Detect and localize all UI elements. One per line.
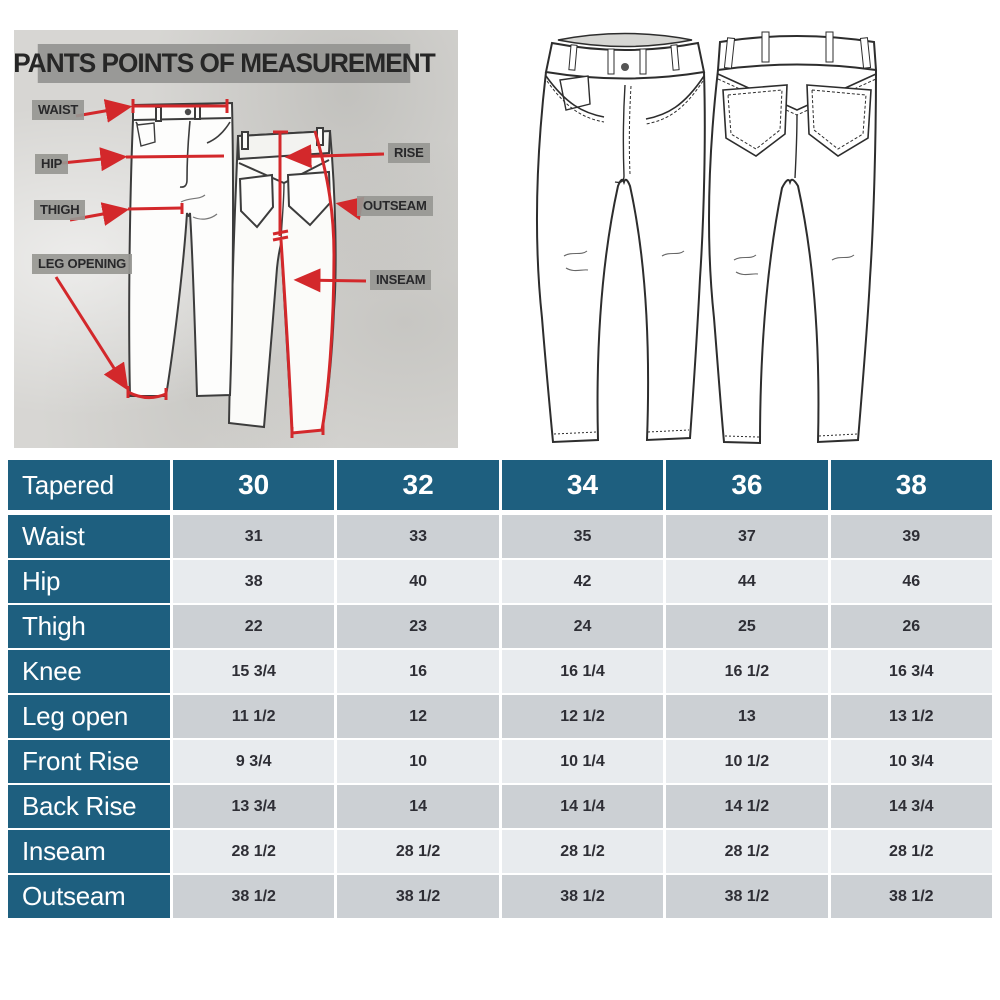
size-column-30: 30 [173,460,334,510]
size-value-cell: 28 1/2 [502,830,663,873]
label-leg-opening: LEG OPENING [32,254,132,274]
jeans-technical-flats [520,18,984,450]
size-value-cell: 31 [173,515,334,558]
size-value-cell: 28 1/2 [173,830,334,873]
size-value-cell: 13 [666,695,827,738]
size-value-cell: 15 3/4 [173,650,334,693]
size-value-cell: 9 3/4 [173,740,334,783]
front-pants-sketch [129,103,233,396]
size-value-cell: 22 [173,605,334,648]
size-value-cell: 28 1/2 [831,830,992,873]
jeans-flats-art [520,18,984,450]
size-value-cell: 38 1/2 [337,875,498,918]
size-value-cell: 38 1/2 [502,875,663,918]
size-value-cell: 33 [337,515,498,558]
size-value-cell: 16 1/4 [502,650,663,693]
size-value-cell: 38 1/2 [666,875,827,918]
row-label-knee: Knee [8,650,170,693]
label-thigh: THIGH [34,200,85,220]
size-value-cell: 10 3/4 [831,740,992,783]
size-value-cell: 42 [502,560,663,603]
size-value-cell: 10 1/4 [502,740,663,783]
size-value-cell: 25 [666,605,827,648]
size-column-38: 38 [831,460,992,510]
size-value-cell: 44 [666,560,827,603]
table-row-waist [8,515,992,558]
size-value-cell: 37 [666,515,827,558]
jeans-front-flat [537,34,705,443]
size-value-cell: 23 [337,605,498,648]
size-value-cell: 40 [337,560,498,603]
size-column-34: 34 [502,460,663,510]
label-hip: HIP [35,154,68,174]
row-label-waist: Waist [8,515,170,558]
size-value-cell: 28 1/2 [337,830,498,873]
size-value-cell: 28 1/2 [666,830,827,873]
size-chart-header-row [8,460,992,510]
size-value-cell: 10 [337,740,498,783]
size-value-cell: 38 1/2 [831,875,992,918]
pants-measurement-diagram [14,30,458,448]
size-column-32: 32 [337,460,498,510]
label-waist: WAIST [32,100,84,120]
size-value-cell: 16 1/2 [666,650,827,693]
size-value-cell: 12 1/2 [502,695,663,738]
table-row-thigh [8,605,992,648]
size-value-cell: 11 1/2 [173,695,334,738]
size-value-cell: 26 [831,605,992,648]
row-label-back-rise: Back Rise [8,785,170,828]
size-value-cell: 14 3/4 [831,785,992,828]
size-value-cell: 16 3/4 [831,650,992,693]
table-row-front-rise [8,740,992,783]
table-row-inseam [8,830,992,873]
size-value-cell: 38 [173,560,334,603]
size-value-cell: 13 1/2 [831,695,992,738]
size-value-cell: 12 [337,695,498,738]
table-row-back-rise [8,785,992,828]
size-chart-body [8,515,992,918]
row-label-front-rise: Front Rise [8,740,170,783]
row-label-outseam: Outseam [8,875,170,918]
row-label-inseam: Inseam [8,830,170,873]
size-value-cell: 13 3/4 [173,785,334,828]
size-value-cell: 10 1/2 [666,740,827,783]
size-value-cell: 14 1/2 [666,785,827,828]
size-value-cell: 14 [337,785,498,828]
size-value-cell: 39 [831,515,992,558]
size-value-cell: 38 1/2 [173,875,334,918]
size-column-36: 36 [666,460,827,510]
pants-diagram-art [14,30,458,448]
jeans-back-flat [709,32,876,443]
size-value-cell: 24 [502,605,663,648]
size-value-cell: 14 1/4 [502,785,663,828]
label-inseam: INSEAM [370,270,431,290]
label-rise: RISE [388,143,430,163]
row-label-hip: Hip [8,560,170,603]
label-outseam: OUTSEAM [357,196,433,216]
size-value-cell: 35 [502,515,663,558]
size-chart-table [8,460,992,920]
size-value-cell: 16 [337,650,498,693]
row-label-thigh: Thigh [8,605,170,648]
row-label-leg-open: Leg open [8,695,170,738]
diagram-title: PANTS POINTS OF MEASUREMENT [38,44,410,83]
size-value-cell: 46 [831,560,992,603]
table-row-knee [8,650,992,693]
fit-name-cell: Tapered [8,460,170,510]
table-row-hip [8,560,992,603]
table-row-outseam [8,875,992,918]
table-row-leg-open [8,695,992,738]
